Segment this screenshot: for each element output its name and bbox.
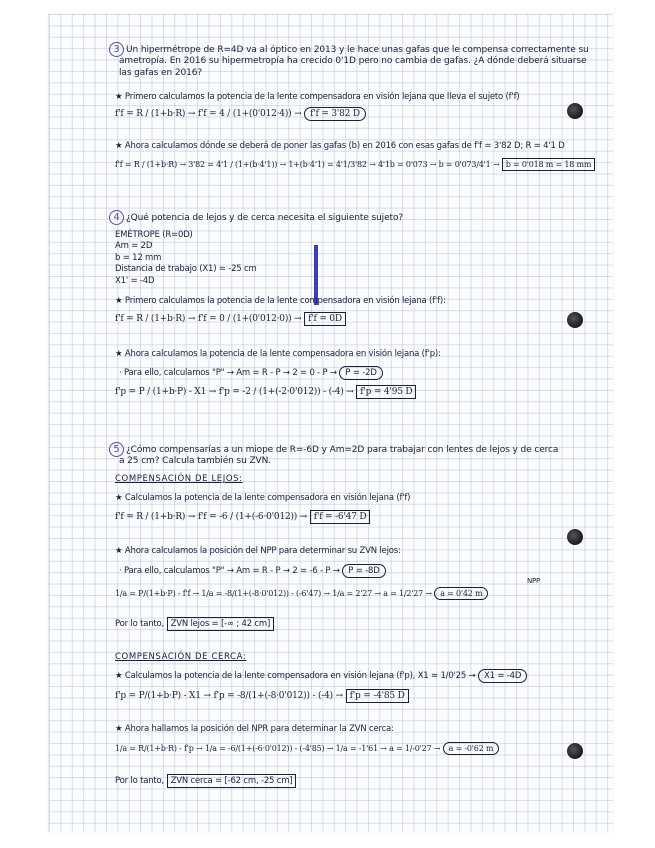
binder-hole-lower [567, 529, 583, 545]
problem3-result2: b = 0'018 m = 18 mm [502, 158, 595, 171]
problem4-number: 4 [109, 210, 124, 225]
binder-hole-upper [567, 312, 583, 328]
problem4-note: · Para ello, calculamos "P" → Am = R - P → 2 = 0 - P → P = -2D [119, 368, 383, 378]
problem5-statement-line1: 5 ¿Cómo compensarías a un miope de R=-6D y Am=2D para trabajar con lentes de lejos y de cerca [109, 442, 558, 457]
zvn-cerca-result: ZVN cerca = [-62 cm, -25 cm] [167, 774, 297, 788]
problem3-step2: ★ Ahora calculamos dónde se deberá de poner las gafas (b) en 2016 con esas gafas de f'f = 3'82 D; R = 4'1 D [115, 141, 565, 151]
problem3-step1: ★ Primero calculamos la potencia de la lente compensadora en visión lejana que lleva el sujeto (f'f) [115, 92, 520, 102]
problem5-equation3: 1/a = P/(1+b·P) - f'f → 1/a = -8/(1+(-8·0'012)) - (-6'47) → 1/a = 2'27 → a = 1/2'27 → a = 0'42 m [115, 589, 488, 598]
problem5-note: · Para ello, calculamos "P" → Am = R - P → 2 = -6 - P → P = -8D [119, 566, 386, 576]
problem3-statement-line3: las gafas en 2016? [119, 68, 203, 78]
problem4-note-result: P = -2D [339, 366, 382, 380]
problem4-result1: f'f = 0D [304, 312, 346, 326]
data-line: X1' = -4D [115, 275, 155, 286]
zvn-lejos-result: ZVN lejos = [-∞ ; 42 cm] [167, 617, 275, 631]
data-line: Am = 2D [115, 241, 153, 252]
problem3-equation1: f'f = R / (1+b·R) → f'f = 4 / (1+(0'012·4)) → f'f = 3'82 D [115, 109, 366, 119]
problem5-x1-result: X1 = -4D [478, 669, 527, 683]
problem3-statement-line2: ametropía. En 2016 su hipermetropía ha crecido 0'1D pero no cambia de gafas. ¿A dónde deberá situarse [119, 56, 587, 66]
problem3-statement-line1: 3 Un hipermétrope de R=4D va al óptico en 2013 y le hace unas gafas que le compensa correctamente su [109, 42, 589, 57]
problem3-number: 3 [109, 42, 124, 57]
problem4-equation1: f'f = R / (1+b·R) → f'f = 0 / (1+(0'012·0)) → f'f = 0D [115, 314, 346, 324]
problem5-step1: ★ Calculamos la potencia de la lente compensadora en visión lejana (f'f) [115, 493, 411, 503]
data-line: b = 12 mm [115, 252, 162, 263]
problem5-number: 5 [109, 442, 124, 457]
problem4-equation3: f'p = P / (1+b·P) - X1 → f'p = -2 / (1+(-2·0'012)) - (-4) → f'p = 4'95 D [115, 387, 416, 397]
problem4-data-block [115, 230, 257, 287]
problem5-step4: ★ Ahora hallamos la posición del NPR para determinar la ZVN cerca: [115, 724, 394, 734]
data-line: Distancia de trabajo (X1) = -25 cm [115, 264, 257, 275]
data-line: EMÉTROPE (R=0D) [115, 230, 193, 240]
problem4-step1: ★ Primero calculamos la potencia de la lente compensadora en visión lejana (f'f): [115, 296, 446, 306]
problem4-step2: ★ Ahora calculamos la potencia de la lente compensadora en visión lejana (f'p): [115, 349, 441, 359]
problem5-conclusion1: Por lo tanto, ZVN lejos = [-∞ ; 42 cm] [115, 619, 274, 629]
problem3-result1: f'f = 3'82 D [304, 107, 366, 121]
problem5-result5: a = -0'62 m [443, 742, 500, 755]
section-cerca-header: COMPENSACIÓN DE CERCA: [115, 652, 247, 662]
problem3-equation2: f'f = R / (1+b·R) → 3'82 = 4'1 / (1+(b·4'1)) → 1+(b·4'1) = 4'1/3'82 → 4'1b = 0'073 → b = 0'073/4'1 → b = 0'018 m = 18 mm [115, 160, 595, 169]
npp-label: NPP [527, 577, 541, 585]
problem5-equation4: f'p = P/(1+b·P) - X1 → f'p = -8/(1+(-8·0'012)) - (-4) → f'p = -4'85 D [115, 691, 409, 701]
problem5-result4: f'p = -4'85 D [346, 689, 409, 703]
problem4-statement: 4 ¿Qué potencia de lejos y de cerca necesita el siguiente sujeto? [109, 210, 403, 225]
problem5-conclusion2: Por lo tanto, ZVN cerca = [-62 cm, -25 cm] [115, 776, 296, 786]
problem5-step3: ★ Calculamos la potencia de la lente compensadora en visión lejana (f'p), X1 = 1/0'25 → X1 = -4D [115, 671, 527, 681]
problem5-equation1: f'f = R / (1+b·R) → f'f = -6 / (1+(-6·0'012)) → f'f = -6'47 D [115, 512, 370, 522]
problem5-result1: f'f = -6'47 D [310, 510, 371, 524]
problem4-result3: f'p = 4'95 D [356, 385, 416, 399]
problem5-statement-line2: a 25 cm? Calcula también su ZVN. [119, 456, 271, 466]
binder-hole-bottom [567, 743, 583, 759]
notebook-page [48, 14, 613, 832]
problem5-equation5: 1/a = R/(1+b·R) - f'p → 1/a = -6/(1+(-6·0'012)) - (-4'85) → 1/a = -1'61 → a = 1/-0'27 → a = -0'62 m [115, 744, 499, 753]
problem5-note-result: P = -8D [342, 564, 385, 578]
binder-hole-top [567, 103, 583, 119]
problem5-result3: a = 0'42 m [434, 587, 488, 600]
section-lejos-header: COMPENSACIÓN DE LEJOS: [115, 474, 243, 484]
problem5-step2: ★ Ahora calculamos la posición del NPP para determinar su ZVN lejos: [115, 546, 401, 556]
